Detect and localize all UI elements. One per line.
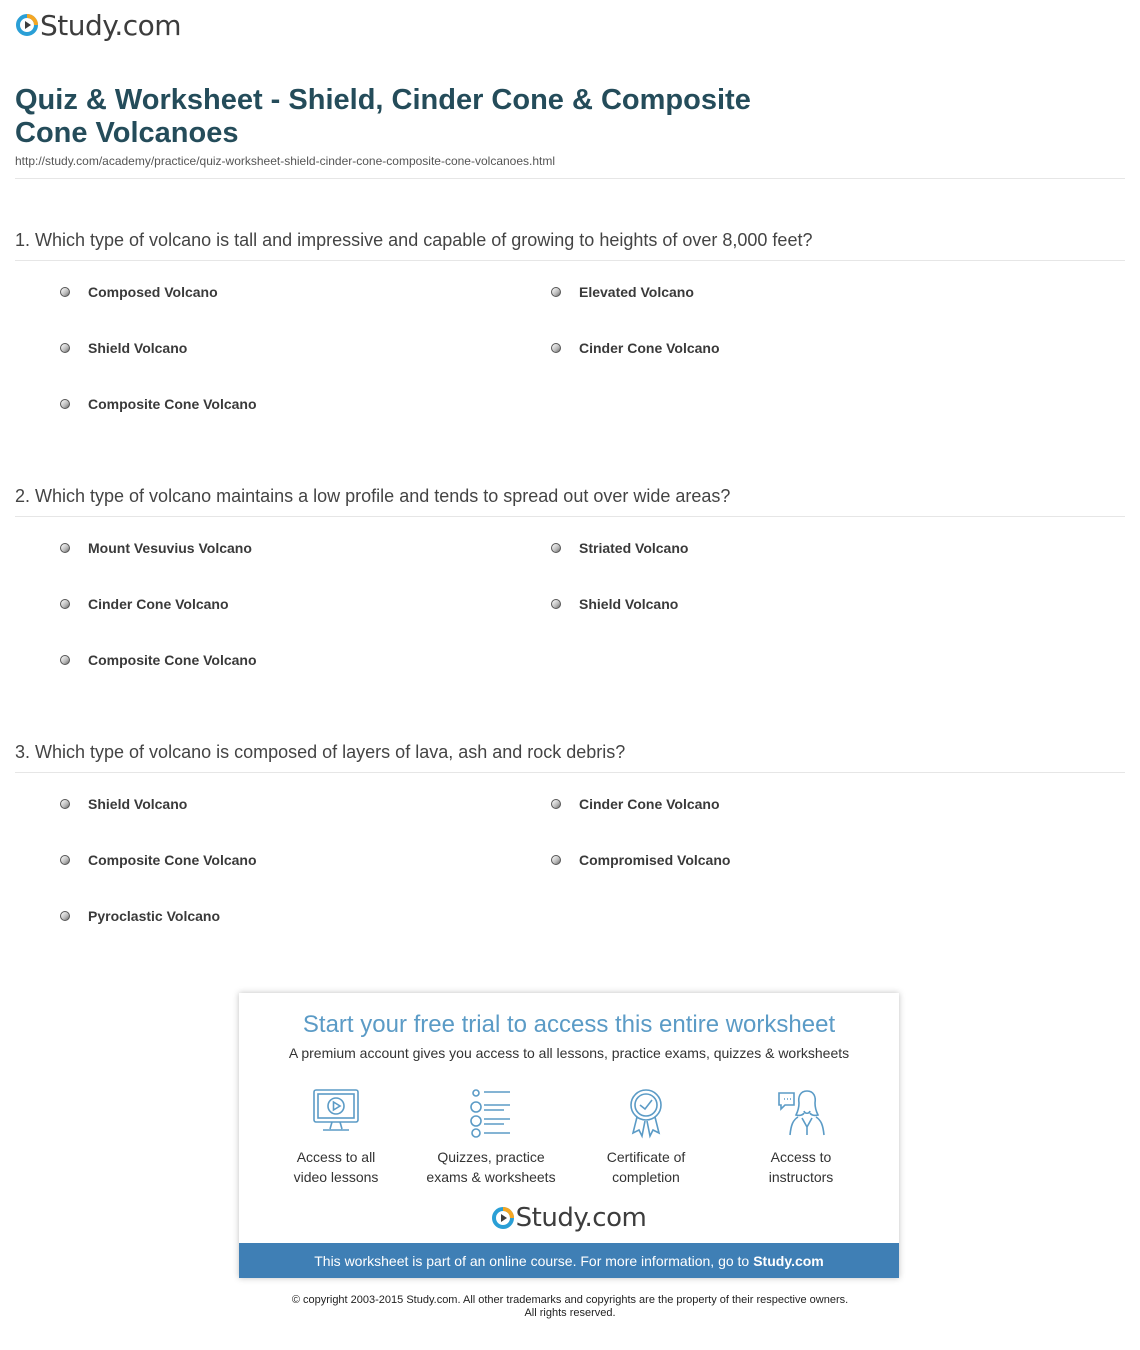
answer-label: Elevated Volcano xyxy=(579,284,694,300)
radio-button[interactable] xyxy=(60,911,70,921)
answer-label: Cinder Cone Volcano xyxy=(579,340,720,356)
answer-label: Shield Volcano xyxy=(88,340,188,356)
answer-label: Compromised Volcano xyxy=(579,852,731,868)
answer-option[interactable] xyxy=(551,338,720,358)
radio-button[interactable] xyxy=(551,599,561,609)
radio-button[interactable] xyxy=(551,343,561,353)
feature-label: Access to all video lessons xyxy=(293,1149,379,1185)
radio-button[interactable] xyxy=(551,543,561,553)
answer-option[interactable] xyxy=(60,594,229,614)
answer-label: Pyroclastic Volcano xyxy=(88,908,221,924)
question-2 xyxy=(15,486,1125,686)
study-logo-icon xyxy=(492,1207,514,1229)
header-divider xyxy=(15,178,1125,179)
copyright xyxy=(0,1294,1140,1320)
promo-logo[interactable] xyxy=(239,1203,899,1233)
answer-option[interactable] xyxy=(60,282,218,302)
radio-button[interactable] xyxy=(551,287,561,297)
answer-label: Mount Vesuvius Volcano xyxy=(88,540,252,556)
feature-video-lessons xyxy=(261,1087,411,1187)
quiz-list-icon xyxy=(464,1087,518,1139)
answer-label: Composite Cone Volcano xyxy=(88,396,257,412)
study-com-link[interactable]: Study.com xyxy=(753,1252,824,1269)
free-trial-promo[interactable] xyxy=(239,993,899,1278)
feature-label: Access to instructors xyxy=(768,1149,834,1185)
promo-logo-text: Study.com xyxy=(515,1203,647,1233)
question-divider xyxy=(15,260,1125,261)
feature-label: Quizzes, practice exams & worksheets xyxy=(426,1149,556,1185)
feature-quizzes xyxy=(416,1087,566,1187)
question-text: 1. Which type of volcano is tall and impressive and capable of growing to heights of over 8,000 feet? xyxy=(15,230,813,250)
answer-option[interactable] xyxy=(551,850,730,870)
question-divider xyxy=(15,772,1125,773)
course-info-text: This worksheet is part of an online course. For more information, go to xyxy=(314,1252,750,1269)
answer-label: Composite Cone Volcano xyxy=(88,852,257,868)
radio-button[interactable] xyxy=(60,287,70,297)
radio-button[interactable] xyxy=(60,655,70,665)
question-3 xyxy=(15,742,1125,942)
answer-label: Composed Volcano xyxy=(88,284,218,300)
radio-button[interactable] xyxy=(551,855,561,865)
answer-label: Striated Volcano xyxy=(579,540,689,556)
radio-button[interactable] xyxy=(551,799,561,809)
answer-option[interactable] xyxy=(60,906,220,926)
answer-option[interactable] xyxy=(551,794,720,814)
answer-option[interactable] xyxy=(60,850,257,870)
answer-option[interactable] xyxy=(551,282,694,302)
question-text: 3. Which type of volcano is composed of layers of lava, ash and rock debris? xyxy=(15,742,626,762)
rights-line: All rights reserved. xyxy=(524,1307,616,1319)
study-logo-icon xyxy=(16,14,38,36)
page-url: http://study.com/academy/practice/quiz-worksheet-shield-cinder-cone-composite-cone-volcanoes.html xyxy=(15,154,556,168)
answer-label: Cinder Cone Volcano xyxy=(579,796,720,812)
answer-option[interactable] xyxy=(60,338,187,358)
answer-label: Shield Volcano xyxy=(88,796,188,812)
answer-label: Shield Volcano xyxy=(579,596,679,612)
page-title: Quiz & Worksheet - Shield, Cinder Cone & Composite Cone Volcanoes xyxy=(15,84,751,149)
answer-label: Composite Cone Volcano xyxy=(88,652,257,668)
answer-option[interactable] xyxy=(60,394,257,414)
answer-option[interactable] xyxy=(60,538,252,558)
copyright-line: © copyright 2003-2015 Study.com. All other trademarks and copyrights are the property of their respective owners. xyxy=(291,1294,849,1306)
study-logo[interactable] xyxy=(16,10,181,40)
answer-option[interactable] xyxy=(60,650,257,670)
radio-button[interactable] xyxy=(60,855,70,865)
certificate-icon xyxy=(619,1087,673,1139)
study-logo-text: Study.com xyxy=(40,8,182,42)
promo-title[interactable]: Start your free trial to access this entire worksheet xyxy=(302,1011,836,1038)
instructor-icon xyxy=(774,1087,828,1139)
answer-option[interactable] xyxy=(60,794,187,814)
radio-button[interactable] xyxy=(60,799,70,809)
radio-button[interactable] xyxy=(60,343,70,353)
feature-certificate xyxy=(571,1087,721,1187)
question-1 xyxy=(15,230,1125,430)
radio-button[interactable] xyxy=(60,543,70,553)
answer-label: Cinder Cone Volcano xyxy=(88,596,229,612)
question-text: 2. Which type of volcano maintains a low profile and tends to spread out over wide areas? xyxy=(15,486,731,506)
radio-button[interactable] xyxy=(60,599,70,609)
question-divider xyxy=(15,516,1125,517)
promo-subtitle: A premium account gives you access to all lessons, practice exams, quizzes & worksheets xyxy=(288,1045,850,1061)
answer-option[interactable] xyxy=(551,594,678,614)
feature-instructors xyxy=(726,1087,876,1187)
answer-option[interactable] xyxy=(551,538,688,558)
feature-label: Certificate of completion xyxy=(606,1149,686,1185)
radio-button[interactable] xyxy=(60,399,70,409)
course-info-bar xyxy=(239,1243,899,1278)
video-lesson-icon xyxy=(309,1087,363,1139)
